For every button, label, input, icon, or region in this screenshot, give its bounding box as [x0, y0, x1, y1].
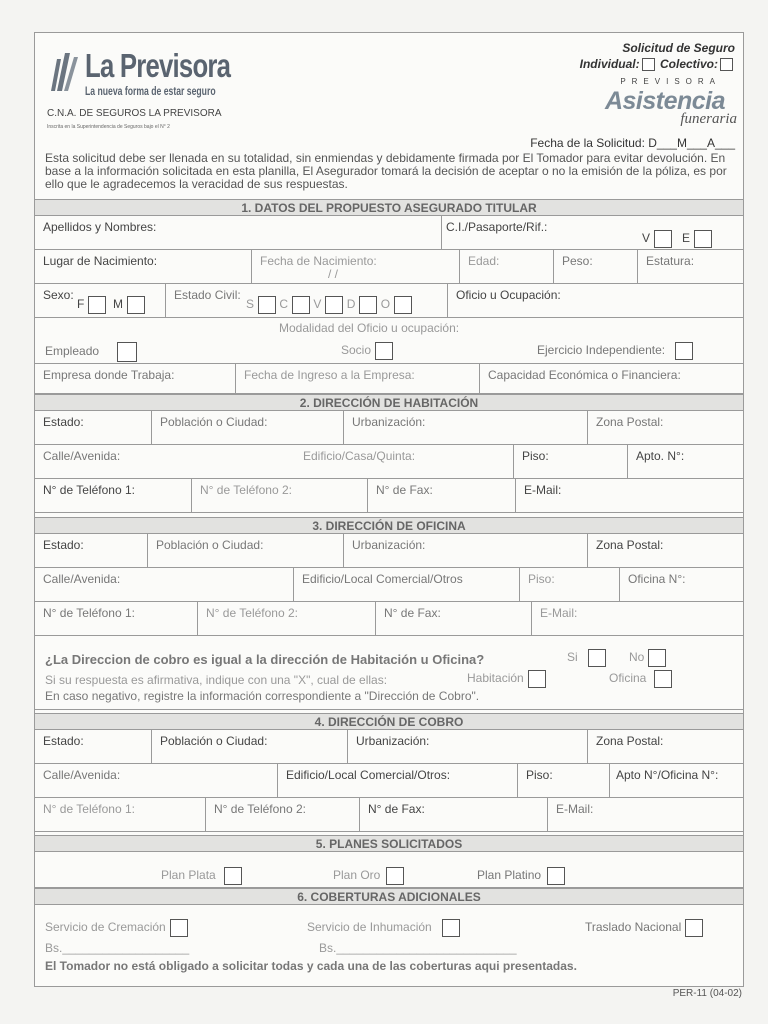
age-field[interactable] — [459, 250, 553, 283]
s4-floor-label: Piso: — [526, 768, 553, 782]
s3-building-field[interactable] — [293, 568, 519, 601]
s4-street-field[interactable] — [35, 764, 277, 797]
s2-phone2-field[interactable] — [191, 479, 367, 512]
s3-phone2-label: N° de Teléfono 2: — [206, 606, 298, 620]
s3-email-label: E-Mail: — [540, 606, 578, 620]
s3-row-2 — [35, 568, 743, 602]
s2-zip-field[interactable] — [587, 411, 743, 444]
individual-checkbox[interactable] — [642, 58, 655, 71]
sex-label: Sexo: — [43, 288, 74, 302]
s2-fax-field[interactable] — [367, 479, 515, 512]
s4-city-field[interactable] — [151, 730, 347, 763]
civil-o-checkbox[interactable] — [394, 296, 412, 314]
e-label: E — [682, 231, 691, 246]
section-6-header: 6. COBERTURAS ADICIONALES — [35, 888, 743, 905]
employee-label: Empleado — [45, 344, 100, 359]
brand-name: La Previsora — [85, 47, 231, 84]
billing-no-label: No — [629, 650, 645, 665]
m-checkbox[interactable] — [127, 296, 145, 314]
s2-street-label: Calle/Avenida: — [43, 449, 121, 463]
individual-label: Individual: — [579, 57, 640, 71]
plans-row — [35, 852, 743, 888]
funeraria-logo: funeraria — [680, 111, 737, 127]
v-label: V — [642, 231, 651, 246]
s3-building-label: Edificio/Local Comercial/Otros — [302, 572, 463, 586]
billing-negative-note: En caso negativo, registre la información correspondiente a "Dirección de Cobro". — [45, 689, 480, 703]
cremation-amount[interactable]: Bs.___________________ — [45, 941, 190, 955]
request-type-row — [580, 57, 735, 71]
sex-field — [35, 284, 165, 317]
civil-s-checkbox[interactable] — [258, 296, 276, 314]
request-date[interactable]: Fecha de la Solicitud: D___M___A___ — [530, 136, 735, 150]
company-name: C.N.A. DE SEGUROS LA PREVISORA — [47, 108, 222, 119]
colectivo-label: Colectivo: — [659, 57, 718, 71]
billing-question: ¿La Direccion de cobro es igual a la dirección de Habitación u Oficina? — [45, 652, 485, 667]
s2-email-field[interactable] — [515, 479, 743, 512]
s3-floor-field[interactable] — [519, 568, 619, 601]
m-label: M — [113, 297, 124, 312]
s4-urb-label: Urbanización: — [356, 734, 430, 748]
s2-apt-field[interactable] — [627, 445, 743, 478]
id-type-options — [642, 230, 712, 248]
s3-phone2-field[interactable] — [197, 602, 375, 635]
billing-home-checkbox[interactable] — [528, 670, 546, 688]
s4-state-field[interactable] — [35, 730, 151, 763]
billing-yes-checkbox[interactable] — [588, 649, 606, 667]
f-label: F — [77, 297, 85, 312]
brand-tagline: La nueva forma de estar seguro — [85, 84, 216, 98]
burial-label: Servicio de Inhumación — [307, 920, 432, 935]
s3-street-field[interactable] — [35, 568, 293, 601]
billing-question-block — [35, 636, 743, 710]
civil-v-checkbox[interactable] — [325, 296, 343, 314]
s2-apt-label: Apto. N°: — [636, 449, 685, 463]
s3-row-3 — [35, 602, 743, 636]
id-field[interactable] — [441, 216, 743, 249]
s4-floor-field[interactable] — [517, 764, 609, 797]
modality-label: Modalidad del Oficio u ocupación: — [279, 321, 460, 335]
registry-note: Inscrita en la Superintendencia de Seguros bajo el N° 2 — [47, 124, 170, 130]
s4-zip-label: Zona Postal: — [596, 734, 664, 748]
row-birth — [35, 250, 743, 284]
s3-row-1 — [35, 534, 743, 568]
section-3-header: 3. DIRECCIÓN DE OFICINA — [35, 517, 743, 534]
birthdate-slashes: / / — [328, 267, 339, 281]
civil-d-label: D — [346, 297, 356, 312]
s3-office-field[interactable] — [619, 568, 743, 601]
s4-apt-label: Apto N°/Oficina N°: — [616, 768, 719, 782]
civil-status-options — [246, 296, 412, 314]
s4-row-1 — [35, 730, 743, 764]
s2-phone2-label: N° de Teléfono 2: — [200, 483, 292, 497]
e-checkbox[interactable] — [694, 230, 712, 248]
company-label: Empresa donde Trabaja: — [43, 368, 175, 382]
row-modality — [35, 318, 743, 364]
s3-state-label: Estado: — [43, 538, 84, 552]
billing-home-label: Habitación — [467, 671, 524, 686]
s2-floor-label: Piso: — [522, 449, 549, 463]
s2-phone1-label: N° de Teléfono 1: — [43, 483, 135, 497]
s4-urb-field[interactable] — [347, 730, 587, 763]
s3-city-field[interactable] — [147, 534, 343, 567]
s4-zip-field[interactable] — [587, 730, 743, 763]
s4-fax-field[interactable] — [359, 798, 547, 831]
s4-row-2 — [35, 764, 743, 798]
s3-zip-field[interactable] — [587, 534, 743, 567]
weight-label: Peso: — [562, 254, 593, 268]
sex-options — [77, 296, 145, 314]
billing-no-checkbox[interactable] — [648, 649, 666, 667]
plan-oro-option — [333, 867, 404, 885]
s3-urb-label: Urbanización: — [352, 538, 426, 552]
s3-state-field[interactable] — [35, 534, 147, 567]
form-title: Solicitud de Seguro — [622, 41, 735, 55]
capacity-label: Capacidad Económica o Financiera: — [488, 368, 681, 382]
s4-apt-field[interactable] — [609, 764, 743, 797]
s2-urb-field[interactable] — [343, 411, 587, 444]
s3-urb-field[interactable] — [343, 534, 587, 567]
s4-phone2-field[interactable] — [205, 798, 359, 831]
cremation-label: Servicio de Cremación — [45, 920, 166, 935]
previsora-logo-icon — [47, 51, 79, 91]
billing-office-label: Oficina — [609, 671, 647, 686]
s3-city-label: Población o Ciudad: — [156, 538, 264, 552]
civil-status-label: Estado Civil: — [174, 288, 241, 302]
civil-c-label: C — [279, 297, 289, 312]
civil-s-label: S — [246, 297, 255, 312]
s2-state-field[interactable] — [35, 411, 151, 444]
billing-yes-label: Si — [567, 650, 578, 665]
capacity-field[interactable] — [479, 364, 743, 393]
asistencia-logo: Asistencia — [604, 87, 725, 115]
s3-fax-label: N° de Fax: — [384, 606, 441, 620]
age-label: Edad: — [468, 254, 500, 268]
s4-fax-label: N° de Fax: — [368, 802, 425, 816]
v-checkbox[interactable] — [654, 230, 672, 248]
names-label: Apellidos y Nombres: — [43, 220, 157, 234]
s4-street-label: Calle/Avenida: — [43, 768, 121, 782]
s2-email-label: E-Mail: — [524, 483, 562, 497]
plan-platino-option — [477, 867, 565, 885]
s2-street-field[interactable] — [35, 445, 513, 478]
s2-city-label: Población o Ciudad: — [160, 415, 268, 429]
section-2-header: 2. DIRECCIÓN DE HABITACIÓN — [35, 394, 743, 411]
s3-fax-field[interactable] — [375, 602, 531, 635]
insurance-form — [34, 32, 744, 987]
civil-c-checkbox[interactable] — [292, 296, 310, 314]
s2-zip-label: Zona Postal: — [596, 415, 664, 429]
plan-platino-checkbox[interactable] — [547, 867, 565, 885]
weight-field[interactable] — [553, 250, 637, 283]
independent-option — [537, 342, 693, 360]
birthdate-label: Fecha de Nacimiento: — [260, 254, 377, 268]
s2-floor-field[interactable] — [513, 445, 627, 478]
partner-checkbox[interactable] — [375, 342, 393, 360]
s2-row-3 — [35, 479, 743, 513]
s2-row-2 — [35, 445, 743, 479]
s4-city-label: Población o Ciudad: — [160, 734, 268, 748]
burial-amount[interactable]: Bs.___________________________ — [319, 941, 517, 955]
coverages-block — [35, 905, 743, 985]
height-label: Estatura: — [646, 254, 695, 268]
plan-oro-label: Plan Oro — [333, 868, 381, 883]
s4-phone1-label: N° de Teléfono 1: — [43, 802, 135, 816]
birthplace-label: Lugar de Nacimiento: — [43, 254, 158, 268]
independent-label: Ejercicio Independiente: — [537, 343, 666, 358]
cremation-option — [45, 919, 188, 937]
civil-d-checkbox[interactable] — [359, 296, 377, 314]
names-field[interactable] — [35, 216, 435, 249]
billing-home-option — [467, 670, 546, 688]
s4-row-3 — [35, 798, 743, 832]
hire-date-label: Fecha de Ingreso a la Empresa: — [244, 368, 415, 382]
plan-platino-label: Plan Platino — [477, 868, 542, 883]
s3-phone1-label: N° de Teléfono 1: — [43, 606, 135, 620]
billing-no-option — [629, 649, 666, 667]
burial-checkbox[interactable] — [442, 919, 460, 937]
hire-date-field[interactable] — [235, 364, 479, 393]
s2-row-1 — [35, 411, 743, 445]
transfer-label: Traslado Nacional — [585, 920, 682, 935]
s3-office-label: Oficina N°: — [628, 572, 686, 586]
row-names — [35, 216, 743, 250]
section-5-header: 5. PLANES SOLICITADOS — [35, 835, 743, 852]
employee-checkbox[interactable] — [117, 342, 137, 362]
birthdate-field[interactable] — [251, 250, 459, 283]
occupation-label: Oficio u Ocupación: — [456, 288, 561, 302]
billing-affirmative-note: Si su respuesta es afirmativa, indique con una "X", cual de ellas: — [45, 673, 388, 687]
s4-state-label: Estado: — [43, 734, 84, 748]
s3-email-field[interactable] — [531, 602, 743, 635]
s3-street-label: Calle/Avenida: — [43, 572, 121, 586]
intro-text: Esta solicitud debe ser llenada en su totalidad, sin enmiendas y debidamente firmada por El Tomador para evitar devolución. En base a la información solicitada en esta planilla, El Asegurador tomará la decisión de aceptar o no la emisión de la póliza, es por ello que le agradecemos la veracidad de sus respuestas. — [45, 151, 727, 191]
s2-city-field[interactable] — [151, 411, 343, 444]
s4-building-field[interactable] — [277, 764, 517, 797]
section-1-header: 1. DATOS DEL PROPUESTO ASEGURADO TITULAR — [35, 199, 743, 216]
s2-urb-label: Urbanización: — [352, 415, 426, 429]
employee-option — [45, 342, 137, 362]
birthplace-field[interactable] — [35, 250, 251, 283]
plan-plata-checkbox[interactable] — [224, 867, 242, 885]
previsora-small-label: PREVISORA — [620, 77, 721, 86]
s2-building-label: Edificio/Casa/Quinta: — [303, 449, 416, 463]
form-code: PER-11 (04-02) — [672, 988, 742, 999]
s4-email-label: E-Mail: — [556, 802, 594, 816]
civil-status-field — [165, 284, 447, 317]
row-sex — [35, 284, 743, 318]
s2-phone1-field[interactable] — [35, 479, 191, 512]
s3-zip-label: Zona Postal: — [596, 538, 664, 552]
coverage-note: El Tomador no está obligado a solicitar todas y cada una de las coberturas aqui presentadas. — [45, 959, 577, 973]
plan-plata-label: Plan Plata — [161, 868, 216, 883]
billing-office-option — [609, 670, 672, 688]
civil-o-label: O — [380, 297, 391, 312]
s4-building-label: Edificio/Local Comercial/Otros: — [286, 768, 451, 782]
s2-state-label: Estado: — [43, 415, 84, 429]
s3-phone1-field[interactable] — [35, 602, 197, 635]
civil-v-label: V — [313, 297, 322, 312]
independent-checkbox[interactable] — [675, 342, 693, 360]
burial-option — [307, 919, 460, 937]
f-checkbox[interactable] — [88, 296, 106, 314]
s4-phone2-label: N° de Teléfono 2: — [214, 802, 306, 816]
id-label: C.I./Pasaporte/Rif.: — [446, 220, 548, 234]
transfer-checkbox[interactable] — [685, 919, 703, 937]
transfer-option — [585, 919, 703, 937]
billing-office-checkbox[interactable] — [654, 670, 672, 688]
plan-oro-checkbox[interactable] — [386, 867, 404, 885]
partner-option — [341, 342, 393, 360]
plan-plata-option — [161, 867, 242, 885]
colectivo-checkbox[interactable] — [720, 58, 733, 71]
billing-yes-option — [567, 649, 606, 667]
s3-floor-label: Piso: — [528, 572, 555, 586]
company-field[interactable] — [35, 364, 235, 393]
height-field[interactable] — [637, 250, 743, 283]
section-4-header: 4. DIRECCIÓN DE COBRO — [35, 713, 743, 730]
cremation-checkbox[interactable] — [170, 919, 188, 937]
partner-label: Socio — [341, 343, 372, 358]
s4-email-field[interactable] — [547, 798, 743, 831]
row-company — [35, 364, 743, 394]
s2-fax-label: N° de Fax: — [376, 483, 433, 497]
occupation-field[interactable] — [447, 284, 743, 317]
s4-phone1-field[interactable] — [35, 798, 205, 831]
